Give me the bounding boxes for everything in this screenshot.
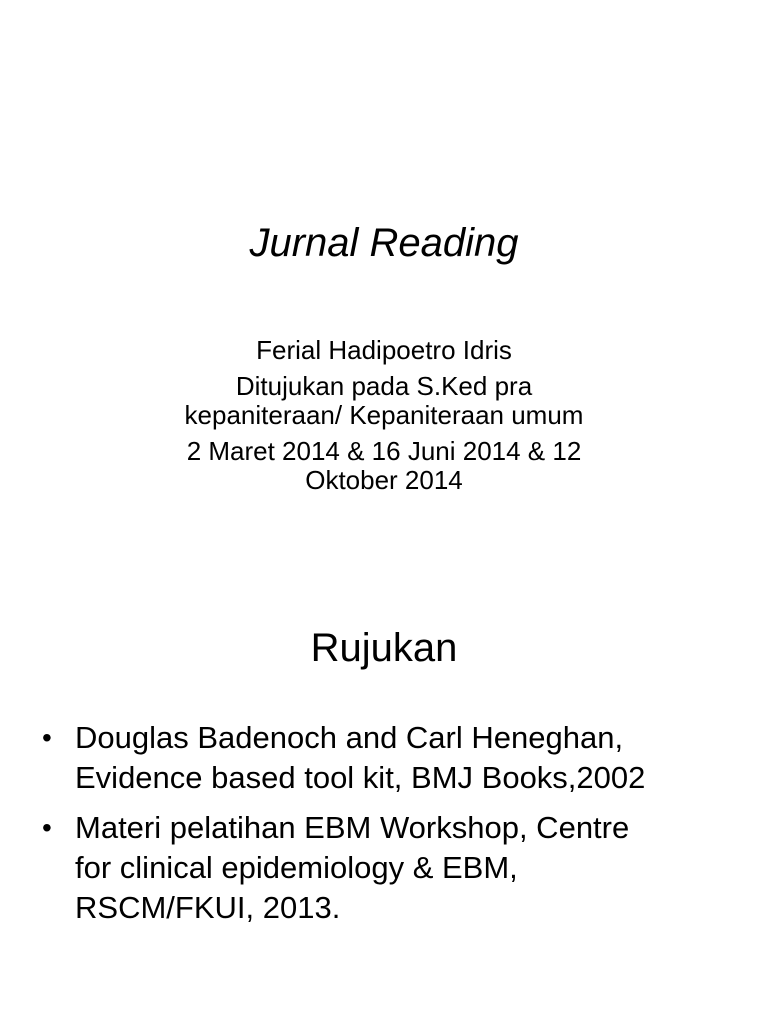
audience-line-1: Ditujukan pada S.Ked pra bbox=[235, 371, 533, 401]
reference-2-line-2: for clinical epidemiology & EBM, bbox=[75, 850, 518, 885]
audience-line-2: kepaniteraan/ Kepaniteraan umum bbox=[184, 400, 584, 430]
dates-text bbox=[84, 437, 684, 495]
bullet-icon: • bbox=[42, 812, 52, 843]
audience-text bbox=[84, 372, 684, 430]
reference-1-line-1: Douglas Badenoch and Carl Heneghan, bbox=[75, 720, 624, 755]
slide-references bbox=[0, 512, 768, 1024]
reference-1-line-2: Evidence based tool kit, BMJ Books,2002 bbox=[75, 760, 646, 795]
list-item bbox=[40, 808, 730, 928]
dates-line-1: 2 Maret 2014 & 16 Juni 2014 & 12 bbox=[186, 436, 582, 466]
references-title: Rujukan bbox=[310, 626, 458, 670]
dates-line-2: Oktober 2014 bbox=[305, 465, 463, 495]
references-list bbox=[40, 718, 730, 938]
author-name: Ferial Hadipoetro Idris bbox=[256, 335, 512, 365]
reference-2-line-3: RSCM/FKUI, 2013. bbox=[75, 890, 341, 925]
bullet-icon: • bbox=[42, 722, 52, 753]
reference-2-line-1: Materi pelatihan EBM Workshop, Centre bbox=[75, 810, 630, 845]
presentation-title: Jurnal Reading bbox=[249, 221, 519, 265]
list-item bbox=[40, 718, 730, 798]
subtitle-block bbox=[84, 336, 684, 495]
